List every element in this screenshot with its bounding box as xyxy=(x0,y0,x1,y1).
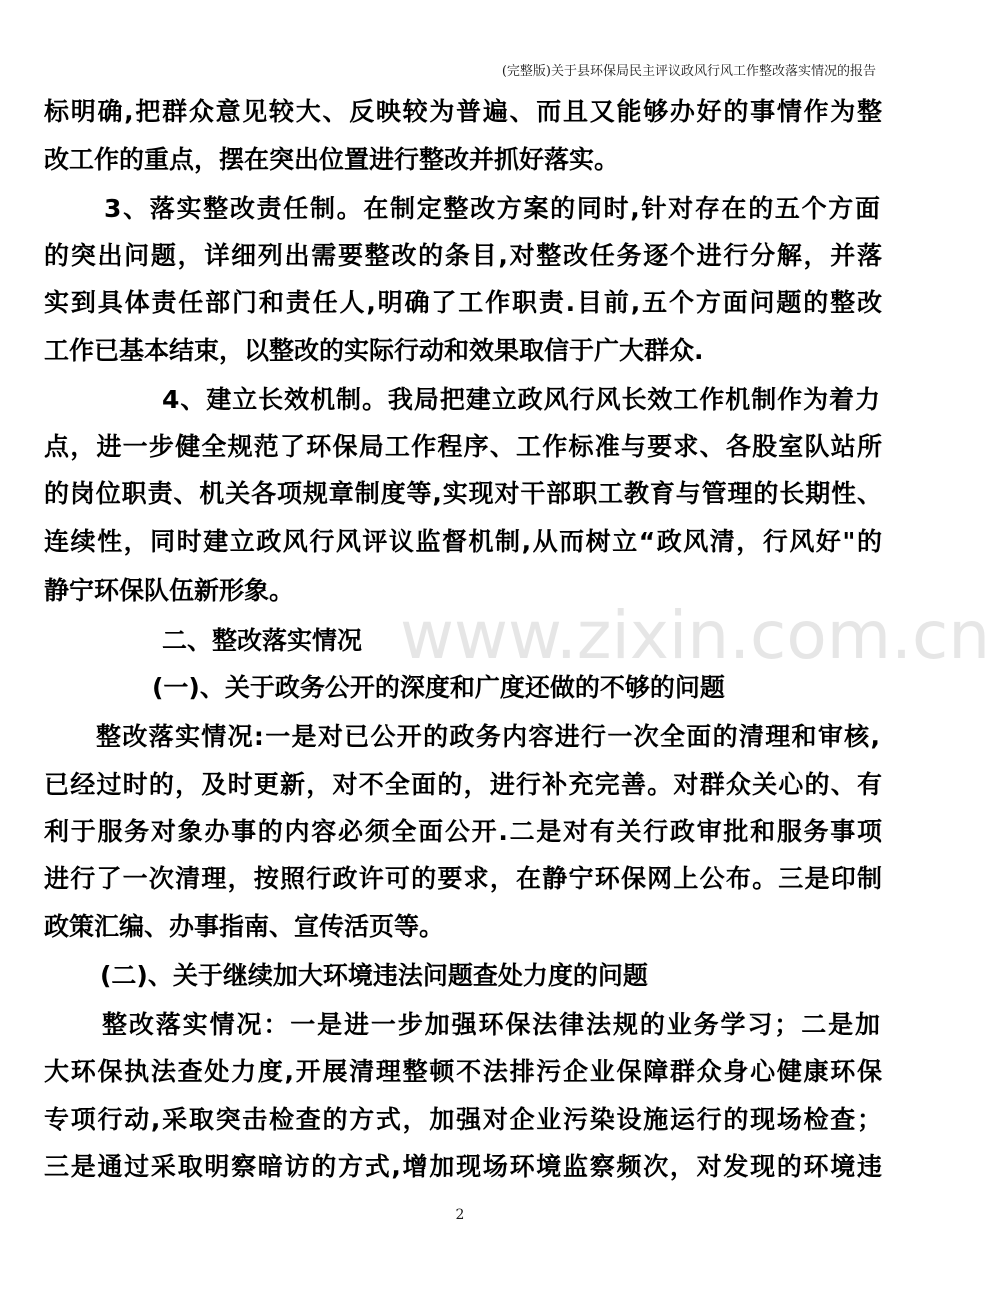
body-line: 进行了一次清理，按照行政许可的要求，在静宁环保网上公布。三是印制 xyxy=(44,864,882,893)
body-line: 整改落实情况:一是对已公开的政务内容进行一次全面的清理和审核, xyxy=(96,722,880,751)
body-line: 利于服务对象办事的内容必须全面公开.二是对有关行政审批和服务事项 xyxy=(44,817,882,846)
body-line: 工作已基本结束，以整改的实际行动和效果取信于广大群众. xyxy=(44,336,704,365)
body-line: 连续性，同时建立政风行风评议监督机制,从而树立“政风清，行风好"的 xyxy=(44,527,882,556)
page-number: 2 xyxy=(455,1207,465,1223)
body-line: 标明确,把群众意见较大、反映较为普遍、而且又能够办好的事情作为整 xyxy=(44,97,882,126)
section-heading: 二、整改落实情况 xyxy=(162,626,363,655)
body-line: 实到具体责任部门和责任人,明确了工作职责.目前,五个方面问题的整改 xyxy=(44,288,882,317)
body-line: 4、建立长效机制。我局把建立政风行风长效工作机制作为着力 xyxy=(162,385,880,414)
body-line: 整改落实情况：一是进一步加强环保法律法规的业务学习；二是加 xyxy=(102,1010,880,1039)
subsection-heading: (一)、关于政务公开的深度和广度还做的不够的问题 xyxy=(152,673,725,702)
body-line: 改工作的重点，摆在突出位置进行整改并抓好落实。 xyxy=(44,145,620,174)
watermark: www.zixin.com.cn xyxy=(400,597,990,674)
subsection-heading: (二)、关于继续加大环境违法问题查处力度的问题 xyxy=(100,961,648,990)
body-line: 大环保执法查处力度,开展清理整顿不法排污企业保障群众身心健康环保 xyxy=(44,1057,882,1086)
body-line: 3、落实整改责任制。在制定整改方案的同时,针对存在的五个方面 xyxy=(104,194,880,223)
body-line: 点，进一步健全规范了环保局工作程序、工作标准与要求、各股室队站所 xyxy=(44,432,882,461)
body-line: 三是通过采取明察暗访的方式,增加现场环境监察频次，对发现的环境违 xyxy=(44,1152,882,1181)
running-header: (完整版)关于县环保局民主评议政风行风工作整改落实情况的报告 xyxy=(501,64,876,79)
body-line: 静宁环保队伍新形象。 xyxy=(44,576,295,605)
body-line: 专项行动,采取突击检查的方式，加强对企业污染设施运行的现场检查； xyxy=(44,1105,882,1134)
body-line: 的突出问题，详细列出需要整改的条目,对整改任务逐个进行分解，并落 xyxy=(44,241,882,270)
body-line: 的岗位职责、机关各项规章制度等,实现对干部职工教育与管理的长期性、 xyxy=(44,479,882,508)
body-line: 政策汇编、办事指南、宣传活页等。 xyxy=(44,912,445,941)
body-line: 已经过时的，及时更新，对不全面的，进行补充完善。对群众关心的、有 xyxy=(44,770,882,799)
